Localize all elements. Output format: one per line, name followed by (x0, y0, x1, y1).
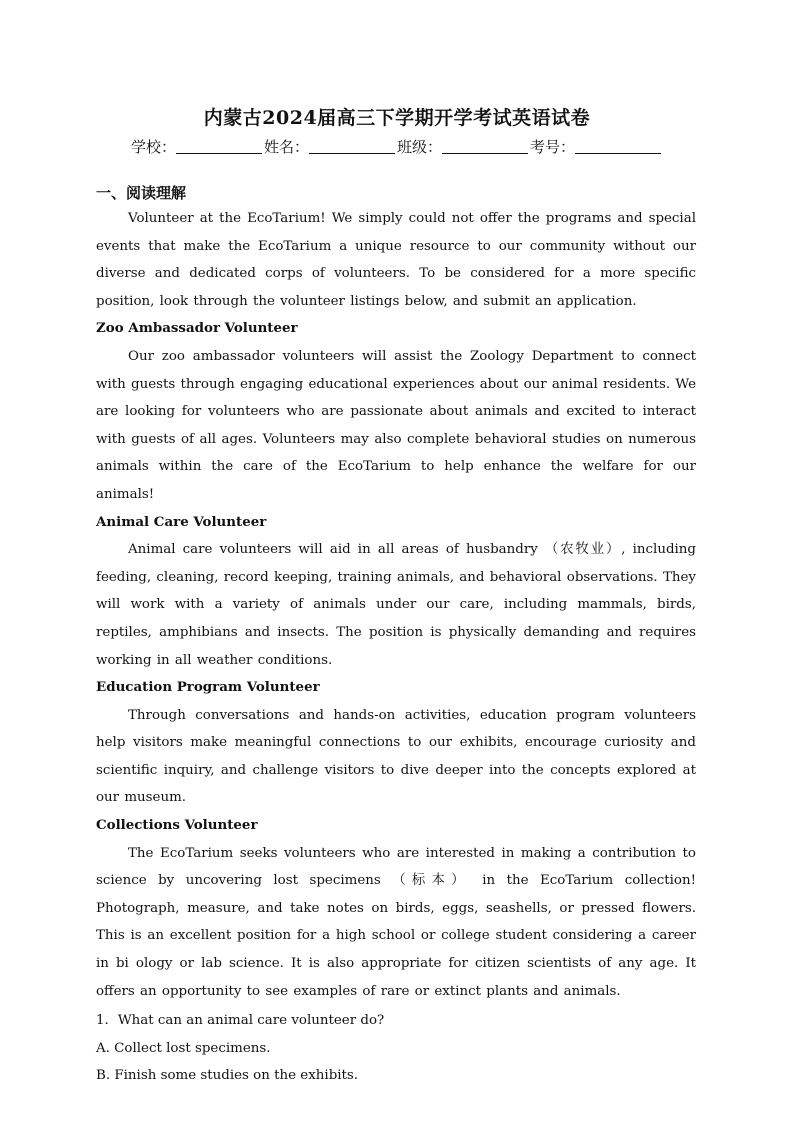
school-label: 学校： (130, 138, 176, 156)
role-text-collections: The EcoTarium seeks volunteers who are interested in making a contribution to science by uncovering lost specimens （标本） in the EcoTarium collection! Photograph, measure, and take notes on birds, eggs, seashells, or pressed flowers. This is an excellent position for a high school or college student considering a career in bi ology or lab science. It is also appropriate for citizen scientists of any age. It offers an opportunity to see examples of rare or extinct plants and animals. (96, 845, 696, 999)
role-text-zoo-ambassador: Our zoo ambassador volunteers will assist the Zoology Department to connect with guests through engaging educational experiences about our animal residents. We are looking for volunteers who are passionate about animals and excited to interact with guests of all ages. Volunteers may also complete behavioral studies on numerous animals within the care of the EcoTarium to help enhance the welfare for our animals! (96, 348, 696, 502)
answer-option-a[interactable]: A. Collect lost specimens. (96, 1040, 271, 1056)
student-info-line (0, 136, 794, 157)
role-heading-animal-care: Animal Care Volunteer (96, 513, 267, 530)
answer-option-b[interactable]: B. Finish some studies on the exhibits. (96, 1068, 359, 1084)
class-blank[interactable] (442, 138, 528, 154)
number-blank[interactable] (575, 138, 661, 154)
class-label: 班级： (397, 138, 443, 156)
name-blank[interactable] (309, 138, 395, 154)
section-title: 一、阅读理解 (96, 184, 187, 202)
name-label: 姓名： (263, 138, 309, 156)
reading-section (96, 181, 696, 1090)
role-text-animal-care: Animal care volunteers will aid in all areas of husbandry （农牧业）, including feeding, cleaning, record keeping, training animals, and behavioral observations. They will work with a variety of animals under our care, including mammals, birds, reptiles, amphibians and insects. The position is physically demanding and requires working in all weather conditions. (96, 542, 696, 668)
role-text-education-program: Through conversations and hands-on activities, education program volunteers help visitors make meaningful connections to our exhibits, encourage curiosity and scientific inquiry, and challenge visitors to dive deeper into the concepts explored at our museum. (96, 707, 696, 806)
page-title: 内蒙古2024届高三下学期开学考试英语试卷 (203, 107, 591, 129)
role-heading-collections: Collections Volunteer (96, 817, 258, 834)
role-heading-education-program: Education Program Volunteer (96, 679, 320, 696)
intro-paragraph: Volunteer at the EcoTarium! We simply could not offer the programs and special events that make the EcoTarium a unique resource to our community without our diverse and dedicated corps of volunteers. To be considered for a more specific position, look through the volunteer listings below, and submit an application. (96, 211, 696, 309)
role-heading-zoo-ambassador: Zoo Ambassador Volunteer (96, 320, 298, 337)
number-label: 考号： (530, 138, 576, 156)
school-blank[interactable] (176, 138, 262, 154)
question-text: 1．What can an animal care volunteer do? (96, 1013, 385, 1029)
